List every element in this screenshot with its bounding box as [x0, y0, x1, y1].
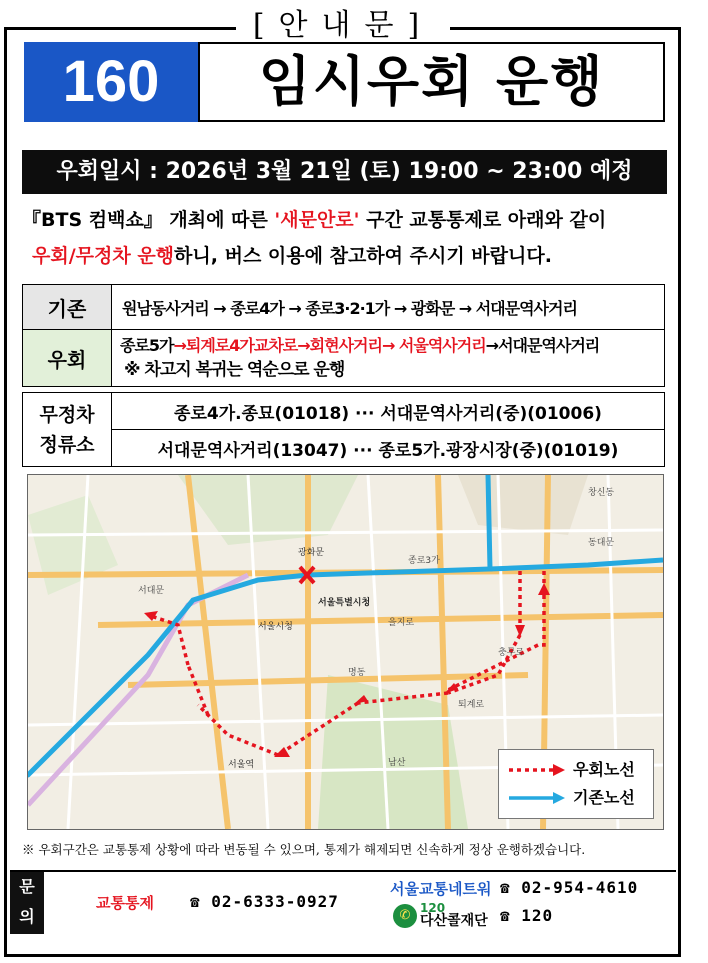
dasan-logo-icon: ✆ — [393, 904, 417, 928]
return-note: ※ 차고지 복귀는 역순으로 운행 — [124, 360, 345, 380]
page-title: 임시우회 운행 — [198, 42, 665, 122]
label-jongno: 종로3가 — [408, 556, 440, 566]
seoul-network-label: 서울교통네트워 — [390, 880, 492, 898]
route-number-badge: 160 — [24, 42, 198, 122]
seoul-network-phone: ☎ 02-954-4610 — [500, 878, 639, 897]
detour-date-bar: 우회일시 : 2026년 3월 21일 (토) 19:00 ~ 23:00 예정 — [22, 150, 667, 194]
dasan-call-center: 120 다산콜재단 — [420, 901, 488, 929]
map-legend — [498, 749, 654, 819]
label-euljiro: 을지로 — [388, 618, 415, 628]
route-table — [22, 284, 665, 387]
road-highlight: '새문안로' — [274, 209, 360, 231]
footnote: ※ 우회구간은 교통통제 상황에 따라 변동될 수 있으며, 통제가 해제되면 신속하게 정상 운행하겠습니다. — [22, 842, 586, 857]
label-city-hall: 서울특별시청 — [318, 598, 371, 608]
legend-existing-line-icon — [507, 786, 567, 810]
notice-line-2: 우회/무정차 운행하니, 버스 이용에 참고하여 주시기 바랍니다. — [32, 245, 552, 267]
detour-path: 종로5가→퇴계로4가교차로→회현사거리→ 서울역사거리→서대문역사거리 — [120, 336, 600, 355]
label-gwanghwamun: 광화문 — [298, 548, 325, 558]
label-myeongdong: 명동 — [348, 668, 366, 678]
skipped-stop-2: 서대문역사거리(13047) ··· 종로5가.광장시장(중)(01019) — [112, 430, 665, 467]
skipped-stops-label: 무정차 정류소 — [23, 393, 112, 467]
label-changsin: 창신동 — [588, 488, 615, 498]
label-dongdaemun: 동대문 — [588, 538, 615, 548]
notice-text — [22, 202, 667, 274]
traffic-control-phone: ☎ 02-6333-0927 — [190, 892, 339, 911]
skipped-stops-table — [22, 392, 665, 467]
legend-detour: 우회노선 — [507, 758, 647, 782]
legend-existing: 기존노선 — [507, 786, 647, 810]
traffic-control-label: 교통통제 — [96, 894, 154, 912]
contact-section — [10, 870, 676, 934]
route-map — [27, 474, 664, 830]
detour-highlight: 우회/무정차 운행 — [32, 245, 175, 267]
contact-label: 문 의 — [10, 872, 44, 934]
legend-detour-line-icon — [507, 758, 567, 782]
notice-banner: [안내문] — [236, 4, 450, 48]
original-route-label: 기존 — [23, 285, 112, 330]
detour-route — [112, 330, 665, 387]
notice-line-1: 『BTS 컴백쇼』 개최에 따른 '새문안로' 구간 교통통제로 아래와 같이 — [22, 209, 607, 231]
dasan-phone: ☎ 120 — [500, 906, 554, 925]
original-route: 원남동사거리 → 종로4가 → 종로3·2·1가 → 광화문 → 서대문역사거리 — [112, 285, 665, 330]
label-chungmuro: 충무로 — [498, 648, 525, 658]
label-toegyero: 퇴계로 — [458, 700, 485, 710]
detour-route-label: 우회 — [23, 330, 112, 387]
skipped-stop-1: 종로4가.종묘(01018) ··· 서대문역사거리(중)(01006) — [112, 393, 665, 430]
label-city-hall-station: 서울시청 — [258, 622, 293, 632]
label-seoul-station: 서울역 — [228, 760, 255, 770]
label-namsan: 남산 — [388, 758, 406, 768]
label-seodaemun: 서대문 — [138, 586, 165, 596]
